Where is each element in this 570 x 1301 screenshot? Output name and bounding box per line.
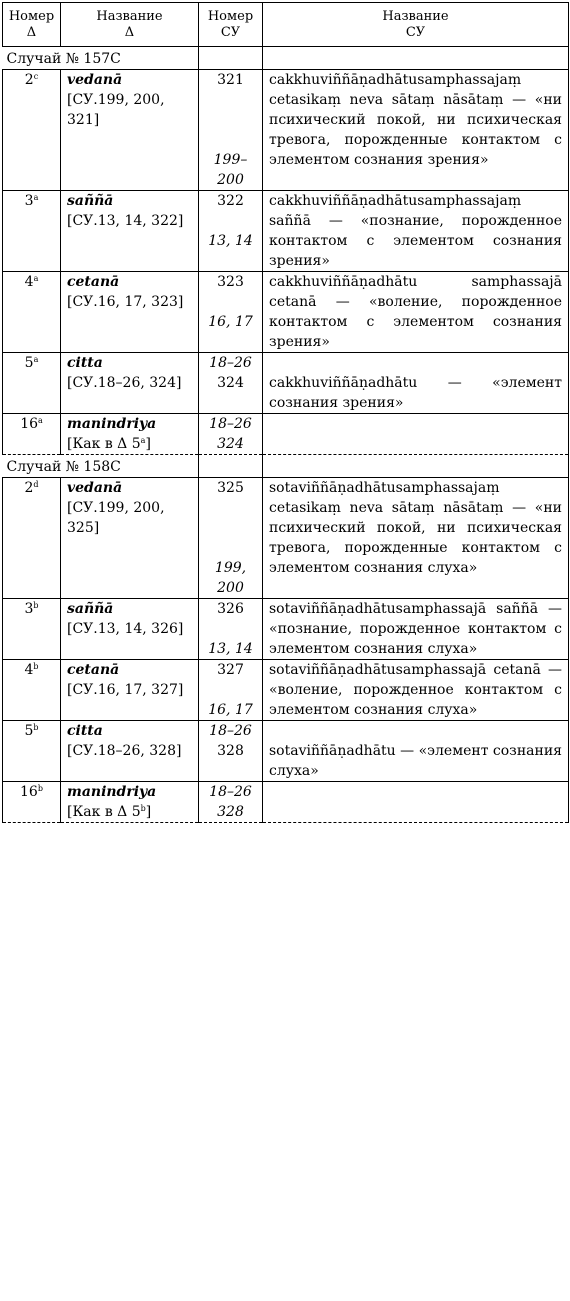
row-number: 2$^c$: [3, 70, 61, 191]
description-text: sotaviññāṇadhātu — «элемент сознания слуха»: [269, 743, 562, 779]
su-spacer: [204, 90, 257, 110]
su-number-range: 18–26: [209, 416, 252, 432]
header-number-su: Номер СУ: [199, 3, 263, 47]
row-number-superscript: a: [33, 274, 39, 283]
table-row: [3, 721, 569, 782]
row-reference: [Как в Δ 5$^a$]: [67, 436, 151, 452]
table-row: [3, 272, 569, 353]
pali-term: citta: [67, 355, 103, 371]
description-text: cakkhuviññāṇadhātusamphassajaṃ cetasikaṃ neva sātaṃ nāsātaṃ — «ни психический покой, ни психическая тревога, порожденные контактом с элементом сознания зрения»: [269, 72, 562, 168]
su-number-main: 322: [217, 193, 244, 209]
row-number-superscript: a: [33, 355, 39, 364]
row-reference: [СУ.16, 17, 327]: [67, 682, 184, 698]
row-number: 4$^b$: [3, 660, 61, 721]
row-reference: [СУ.18–26, 324]: [67, 375, 182, 391]
row-su-number: [199, 353, 263, 414]
table-body: [3, 47, 569, 823]
row-number: 3$^b$: [3, 599, 61, 660]
su-number-main: 325: [217, 480, 244, 496]
pali-term: saññā: [67, 193, 114, 209]
row-su-description: [263, 353, 569, 414]
su-number-main: 324: [217, 375, 244, 391]
description-text: cakkhuviññāṇadhātusamphassajaṃ saññā — «познание, порожденное контактом с элементом сознания зрения»: [269, 193, 562, 269]
header-number-delta: Номер Δ: [3, 3, 61, 47]
row-su-description: [263, 70, 569, 191]
row-su-number: [199, 414, 263, 455]
case-title-row: [3, 455, 569, 478]
su-number-main: 326: [217, 601, 244, 617]
row-reference: [СУ.199, 200, 325]: [67, 500, 165, 536]
row-su-number: [199, 70, 263, 191]
header-name-su: Название СУ: [263, 3, 569, 47]
case-title-row: [3, 47, 569, 70]
row-su-description: [263, 414, 569, 455]
row-su-description: [263, 478, 569, 599]
pali-term: vedanā: [67, 72, 123, 88]
row-name: [61, 272, 199, 353]
description-text: sotaviññāṇadhātusamphassajaṃ cetasikaṃ neva sātaṃ nāsātaṃ — «ни психический покой, ни психическая тревога, порожденные контактом с элементом сознания слуха»: [269, 480, 562, 576]
pali-term: manindriya: [67, 784, 157, 800]
case-empty-desc: [263, 47, 569, 70]
case-empty-desc: [263, 455, 569, 478]
reference-superscript: b: [140, 804, 146, 813]
row-number: 5$^a$: [3, 353, 61, 414]
row-reference: [СУ.13, 14, 326]: [67, 621, 184, 637]
row-number: 16$^a$: [3, 414, 61, 455]
row-su-number: [199, 191, 263, 272]
row-name: [61, 353, 199, 414]
su-number-range: 18–26: [209, 355, 252, 371]
su-number-main: 323: [217, 274, 244, 290]
reference-superscript: a: [140, 436, 146, 445]
header-name-delta: Название Δ: [61, 3, 199, 47]
su-spacer: [204, 619, 257, 639]
row-number-superscript: b: [33, 662, 39, 671]
su-spacer: [204, 498, 257, 518]
case-empty-su: [199, 47, 263, 70]
table-row: [3, 414, 569, 455]
row-number: 16$^b$: [3, 782, 61, 823]
row-number: 3$^a$: [3, 191, 61, 272]
pali-term: cetanā: [67, 274, 120, 290]
description-text: sotaviññāṇadhātusamphassajā saññā — «познание, порожденное контактом с элементом сознания слуха»: [269, 601, 562, 657]
row-number-superscript: b: [33, 723, 39, 732]
pali-term: vedanā: [67, 480, 123, 496]
row-su-number: [199, 478, 263, 599]
description-text: cakkhuviññāṇadhātu samphassajā cetanā — «воление, порожденное контактом с элементом сознания зрения»: [269, 274, 562, 350]
table-row: [3, 478, 569, 599]
su-number-secondary: 16, 17: [208, 702, 253, 718]
desc-spacer: [269, 353, 562, 373]
su-number-secondary: 199–200: [213, 152, 248, 188]
row-name: [61, 70, 199, 191]
description-text: cakkhuviññāṇadhātu — «элемент сознания зрения»: [269, 375, 562, 411]
pali-term: manindriya: [67, 416, 157, 432]
row-reference: [СУ.16, 17, 323]: [67, 294, 184, 310]
row-su-number: [199, 272, 263, 353]
correspondence-table: [2, 2, 569, 823]
row-name: [61, 478, 199, 599]
su-number-range: 18–26: [209, 784, 252, 800]
table-row: [3, 191, 569, 272]
row-reference: [СУ.18–26, 328]: [67, 743, 182, 759]
row-number-superscript: b: [37, 784, 43, 793]
table-row: [3, 782, 569, 823]
case-title: Случай № 157С: [3, 47, 199, 70]
row-name: [61, 414, 199, 455]
row-su-description: [263, 782, 569, 823]
description-text: sotaviññāṇadhātusamphassajā cetanā — «воление, порожденное контактом с элементом сознания слуха»: [269, 662, 562, 718]
row-su-number: [199, 721, 263, 782]
row-su-description: [263, 660, 569, 721]
su-number-range: 18–26: [209, 723, 252, 739]
su-number-secondary: 13, 14: [208, 233, 253, 249]
row-name: [61, 191, 199, 272]
table-row: [3, 70, 569, 191]
row-name: [61, 721, 199, 782]
case-title: Случай № 158С: [3, 455, 199, 478]
su-number-main: 328: [217, 804, 244, 820]
su-number-main: 328: [217, 743, 244, 759]
pali-term: saññā: [67, 601, 114, 617]
row-su-description: [263, 721, 569, 782]
row-name: [61, 660, 199, 721]
row-number-superscript: a: [38, 416, 43, 425]
su-number-secondary: 199, 200: [214, 560, 247, 596]
table-row: [3, 353, 569, 414]
row-su-number: [199, 660, 263, 721]
table-row: [3, 599, 569, 660]
su-number-main: 321: [217, 72, 244, 88]
row-su-description: [263, 191, 569, 272]
pali-term: cetanā: [67, 662, 120, 678]
row-number-superscript: b: [33, 601, 39, 610]
table-header-row: [3, 3, 569, 47]
su-spacer: [204, 538, 257, 558]
su-number-main: 327: [217, 662, 244, 678]
row-su-description: [263, 272, 569, 353]
row-su-description: [263, 599, 569, 660]
row-number: 5$^b$: [3, 721, 61, 782]
su-spacer: [204, 110, 257, 130]
row-number-superscript: a: [33, 193, 39, 202]
row-reference: [СУ.199, 200, 321]: [67, 92, 165, 128]
desc-spacer: [269, 721, 562, 741]
su-spacer: [204, 518, 257, 538]
row-name: [61, 782, 199, 823]
su-number-main: 324: [217, 436, 244, 452]
row-number-superscript: d: [33, 480, 39, 489]
row-reference: [СУ.13, 14, 322]: [67, 213, 184, 229]
row-number: 4$^a$: [3, 272, 61, 353]
su-spacer: [204, 680, 257, 700]
su-spacer: [204, 211, 257, 231]
row-reference: [Как в Δ 5$^b$]: [67, 804, 152, 820]
row-su-number: [199, 782, 263, 823]
pali-term: citta: [67, 723, 103, 739]
su-spacer: [204, 130, 257, 150]
case-empty-su: [199, 455, 263, 478]
row-number-superscript: c: [33, 72, 39, 81]
su-number-secondary: 13, 14: [208, 641, 253, 657]
table-row: [3, 660, 569, 721]
su-spacer: [204, 292, 257, 312]
row-su-number: [199, 599, 263, 660]
row-number: 2$^d$: [3, 478, 61, 599]
row-name: [61, 599, 199, 660]
su-number-secondary: 16, 17: [208, 314, 253, 330]
